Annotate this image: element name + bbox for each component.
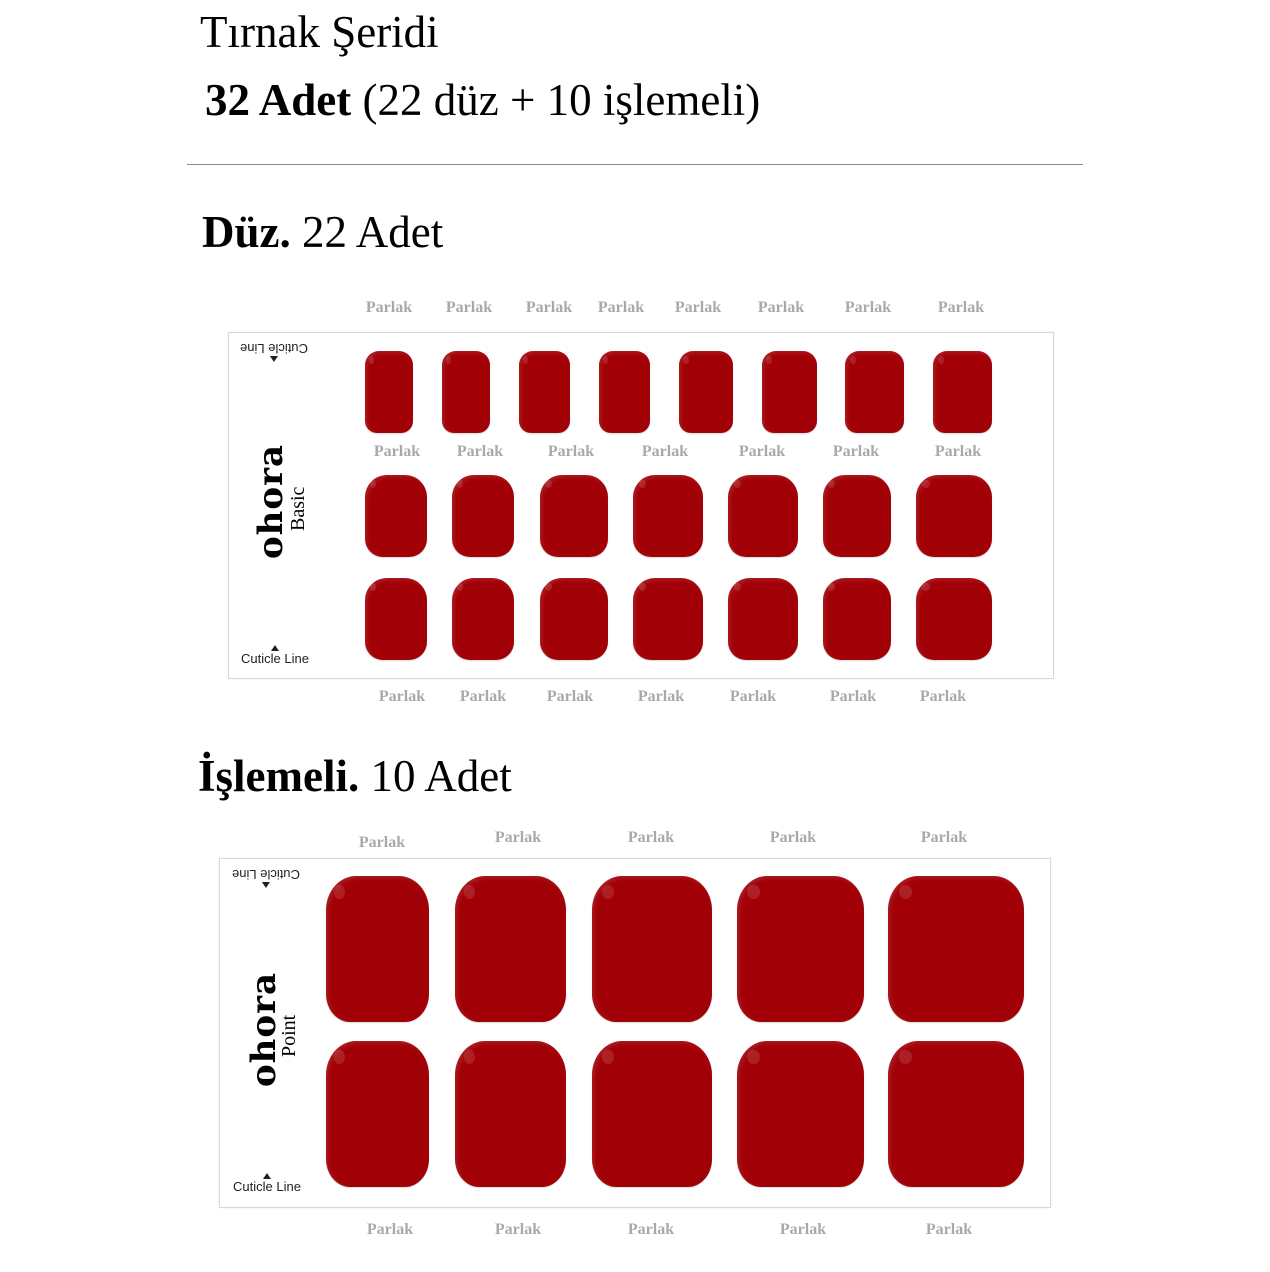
finish-label: Parlak [365, 299, 413, 316]
nail-basic-row1 [599, 351, 650, 433]
nail-basic-row1 [845, 351, 904, 433]
divider [187, 164, 1083, 165]
nail-basic-row3 [728, 578, 798, 660]
nail-basic-row2 [728, 475, 798, 557]
finish-label: Parlak [934, 443, 982, 460]
finish-label: Parlak [920, 829, 968, 846]
nail-basic-row2 [916, 475, 992, 557]
nail-basic-row1 [679, 351, 733, 433]
nail-basic-row1 [519, 351, 570, 433]
cuticle-line-label: Cuticle Line [240, 341, 308, 356]
finish-label: Parlak [547, 443, 595, 460]
finish-label: Parlak [641, 443, 689, 460]
nail-basic-row2 [823, 475, 891, 557]
cuticle-line-marker-top [240, 341, 308, 362]
finish-label: Parlak [925, 1221, 973, 1238]
brand-logo: ohora [251, 443, 291, 559]
piece-count-detail: (22 düz + 10 işlemeli) [351, 75, 761, 125]
piece-count-total: 32 Adet [205, 75, 352, 125]
cuticle-line-label: Cuticle Line [241, 651, 309, 666]
nail-point-row2 [326, 1041, 429, 1187]
finish-label: Parlak [627, 1221, 675, 1238]
nail-basic-row3 [916, 578, 992, 660]
nail-point-row1 [737, 876, 864, 1022]
finish-label: Parlak [844, 299, 892, 316]
page-title: Tırnak Şeridi [200, 7, 439, 57]
triangle-marker-icon [262, 882, 270, 888]
nail-point-row2 [737, 1041, 864, 1187]
finish-label: Parlak [769, 829, 817, 846]
nail-point-row2 [888, 1041, 1024, 1187]
finish-label: Parlak [627, 829, 675, 846]
finish-label: Parlak [494, 829, 542, 846]
nail-basic-row1 [442, 351, 490, 433]
finish-label: Parlak [757, 299, 805, 316]
nail-point-row2 [455, 1041, 566, 1187]
nail-basic-row2 [540, 475, 608, 557]
section-heading-patterned-bold: İşlemeli. [198, 751, 360, 801]
nail-point-row1 [888, 876, 1024, 1022]
piece-count [205, 74, 760, 126]
triangle-marker-icon [270, 356, 278, 362]
nail-basic-row2 [633, 475, 703, 557]
nail-point-row1 [326, 876, 429, 1022]
nail-basic-row3 [540, 578, 608, 660]
finish-label: Parlak [456, 443, 504, 460]
nail-basic-row2 [365, 475, 427, 557]
nail-basic-row3 [633, 578, 703, 660]
nail-point-row1 [455, 876, 566, 1022]
product-line-label: Basic [287, 486, 309, 531]
finish-label: Parlak [919, 688, 967, 705]
finish-label: Parlak [597, 299, 645, 316]
finish-label: Parlak [738, 443, 786, 460]
finish-label: Parlak [546, 688, 594, 705]
finish-label: Parlak [637, 688, 685, 705]
product-line-label: Point [278, 1014, 300, 1057]
finish-label: Parlak [358, 834, 406, 851]
finish-label: Parlak [373, 443, 421, 460]
finish-label: Parlak [729, 688, 777, 705]
cuticle-line-marker-bottom [241, 645, 309, 666]
section-heading-plain-bold: Düz. [202, 207, 291, 257]
nail-basic-row3 [452, 578, 514, 660]
nail-basic-row3 [365, 578, 427, 660]
cuticle-line-label: Cuticle Line [232, 867, 300, 882]
section-heading-patterned [198, 750, 512, 802]
cuticle-line-label: Cuticle Line [233, 1179, 301, 1194]
finish-label: Parlak [445, 299, 493, 316]
nail-basic-row1 [933, 351, 992, 433]
finish-label: Parlak [829, 688, 877, 705]
finish-label: Parlak [525, 299, 573, 316]
section-heading-plain [202, 206, 443, 258]
cuticle-line-marker-top [232, 867, 300, 888]
finish-label: Parlak [494, 1221, 542, 1238]
finish-label: Parlak [378, 688, 426, 705]
nail-basic-row1 [762, 351, 817, 433]
section-heading-plain-rest: 22 Adet [290, 207, 444, 257]
finish-label: Parlak [459, 688, 507, 705]
nail-point-row2 [592, 1041, 712, 1187]
finish-label: Parlak [779, 1221, 827, 1238]
section-heading-patterned-rest: 10 Adet [359, 751, 512, 801]
finish-label: Parlak [366, 1221, 414, 1238]
finish-label: Parlak [937, 299, 985, 316]
brand-logo: ohora [244, 971, 284, 1087]
nail-basic-row3 [823, 578, 891, 660]
cuticle-line-marker-bottom [233, 1173, 301, 1194]
nail-basic-row1 [365, 351, 413, 433]
finish-label: Parlak [832, 443, 880, 460]
nail-basic-row2 [452, 475, 514, 557]
nail-point-row1 [592, 876, 712, 1022]
finish-label: Parlak [674, 299, 722, 316]
